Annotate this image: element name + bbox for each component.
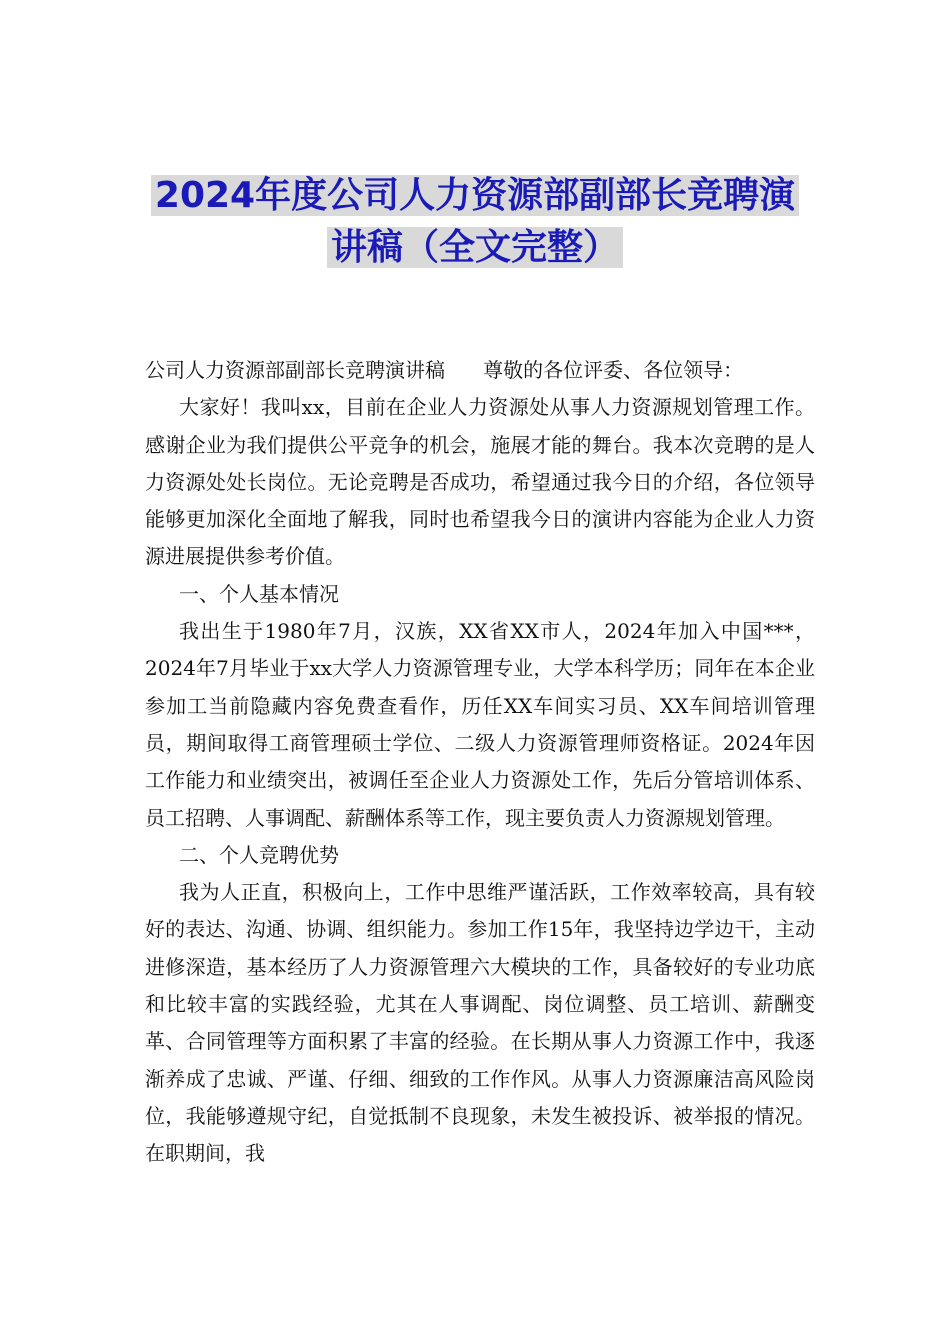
title-line-1: 2024年度公司人力资源部副部长竞聘演 [151,175,799,216]
document-title [0,170,950,274]
title-line-2: 讲稿（全文完整） [327,227,623,268]
opening-line: 公司人力资源部副部长竞聘演讲稿 尊敬的各位评委、各位领导： [145,358,744,382]
paragraph-advantages: 我为人正直，积极向上，工作中思维严谨活跃，工作效率较高，具有较好的表达、沟通、协调、组织能力。参加工作15年，我坚持边学边干，主动进修深造，基本经历了人力资源管理六大模块的工作，具备较好的专业功底和比较丰富的实践经验，尤其在人事调配、岗位调整、员工培训、薪酬变革、合同管理等方面积累了丰富的经验。在长期从事人力资源工作中，我逐渐养成了忠诚、严谨、仔细、细致的工作作风。从事人力资源廉洁高风险岗位，我能够遵规守纪，自觉抵制不良现象，未发生被投诉、被举报的情况。在职期间，我 [145,880,815,1166]
paragraph-basic-info: 我出生于1980年7月，汉族，XX省XX市人，2024年加入中国***，2024年7月毕业于xx大学人力资源管理专业，大学本科学历；同年在本企业参加工当前隐藏内容免费查看作，历任XX车间实习员、XX车间培训管理员，期间取得工商管理硕士学位、二级人力资源管理师资格证。2024年因工作能力和业绩突出，被调任至企业人力资源处工作，先后分管培训体系、员工招聘、人事调配、薪酬体系等工作，现主要负责人力资源规划管理。 [145,619,815,830]
document-body [145,352,815,1173]
section-heading-basic-info: 一、个人基本情况 [179,581,339,606]
section-heading-advantages: 二、个人竞聘优势 [179,842,339,867]
paragraph-greeting: 大家好！我叫xx，目前在企业人力资源处从事人力资源规划管理工作。感谢企业为我们提供公平竞争的机会，施展才能的舞台。我本次竞聘的是人力资源处处长岗位。无论竞聘是否成功，希望通过我今日的介绍，各位领导能够更加深化全面地了解我，同时也希望我今日的演讲内容能为企业人力资源进展提供参考价值。 [145,395,815,569]
